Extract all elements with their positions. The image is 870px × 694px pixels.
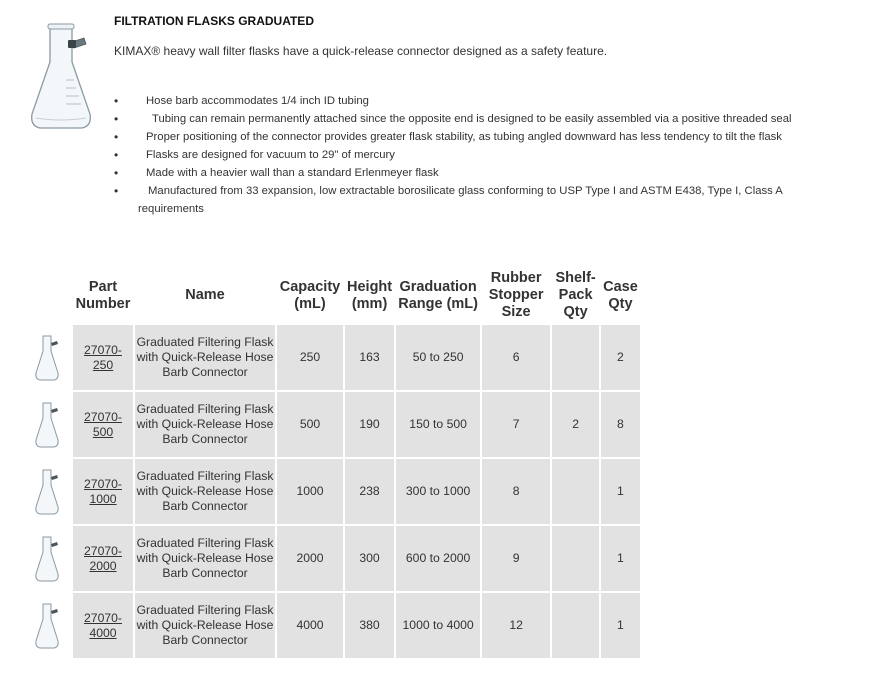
stopper-size-cell: 7 — [482, 392, 550, 457]
part-number-cell — [73, 459, 133, 524]
part-number-cell — [73, 325, 133, 390]
intro-text: KIMAX® heavy wall filter flasks have a quick-release connector designed as a safety feature. — [114, 44, 608, 58]
table-row — [22, 392, 640, 457]
shelf-pack-cell — [552, 459, 599, 524]
shelf-pack-cell — [552, 526, 599, 591]
col-height: Height (mm) — [347, 278, 393, 312]
case-qty-cell: 8 — [601, 392, 640, 457]
case-qty-cell: 1 — [601, 526, 640, 591]
capacity-cell: 250 — [277, 325, 343, 390]
shelf-pack-cell: 2 — [552, 392, 599, 457]
name-cell: Graduated Filtering Flask with Quick-Release Hose Barb Connector — [135, 593, 275, 658]
case-qty-cell: 2 — [601, 325, 640, 390]
name-cell: Graduated Filtering Flask with Quick-Release Hose Barb Connector — [135, 325, 275, 390]
part-number-link[interactable]: 27070-500 — [84, 409, 122, 439]
part-number-cell — [73, 593, 133, 658]
shelf-pack-cell — [552, 593, 599, 658]
stopper-size-cell: 6 — [482, 325, 550, 390]
feature-item: • Proper positioning of the connector provides greater flask stability, as tubing angled downward has less tendency to tilt the flask — [110, 128, 840, 146]
col-graduation-range: Graduation Range (mL) — [398, 278, 478, 312]
row-image[interactable] — [22, 392, 71, 457]
feature-item: • Flasks are designed for vacuum to 29" of mercury — [110, 146, 840, 164]
height-cell: 190 — [345, 392, 394, 457]
graduation-range-cell: 600 to 2000 — [396, 526, 480, 591]
page-title: FILTRATION FLASKS GRADUATED — [114, 14, 314, 28]
feature-item: • Manufactured from 33 expansion, low extractable borosilicate glass conforming to USP Type I and ASTM E438, Type I, Class A requirements — [110, 182, 840, 218]
part-number-cell — [73, 392, 133, 457]
row-image[interactable] — [22, 593, 71, 658]
row-image[interactable] — [22, 526, 71, 591]
col-image — [22, 268, 71, 323]
product-table — [20, 266, 642, 660]
flask-icon — [33, 534, 61, 584]
capacity-cell: 1000 — [277, 459, 343, 524]
name-cell: Graduated Filtering Flask with Quick-Release Hose Barb Connector — [135, 526, 275, 591]
graduation-range-cell: 300 to 1000 — [396, 459, 480, 524]
table-row — [22, 325, 640, 390]
col-case-qty: Case Qty — [603, 278, 638, 312]
col-part-number: Part Number — [75, 278, 131, 312]
col-shelf-pack-qty: Shelf-Pack Qty — [555, 270, 596, 320]
table-header-row — [22, 268, 640, 323]
feature-item: • Hose barb accommodates 1/4 inch ID tubing — [110, 92, 840, 110]
graduation-range-cell: 150 to 500 — [396, 392, 480, 457]
capacity-cell: 500 — [277, 392, 343, 457]
col-stopper-size: Rubber Stopper Size — [488, 270, 544, 320]
part-number-cell — [73, 526, 133, 591]
case-qty-cell: 1 — [601, 459, 640, 524]
table-row — [22, 593, 640, 658]
height-cell: 380 — [345, 593, 394, 658]
flask-icon — [33, 400, 61, 450]
table-row — [22, 459, 640, 524]
feature-item: • Tubing can remain permanently attached since the opposite end is designed to be easily assembled via a positive threaded seal — [110, 110, 840, 128]
flask-icon — [33, 333, 61, 383]
filter-flask-product-image — [28, 22, 94, 134]
capacity-cell: 4000 — [277, 593, 343, 658]
row-image[interactable] — [22, 325, 71, 390]
col-capacity: Capacity (mL) — [279, 278, 341, 312]
table-row — [22, 526, 640, 591]
row-image[interactable] — [22, 459, 71, 524]
part-number-link[interactable]: 27070-2000 — [84, 543, 122, 573]
part-number-link[interactable]: 27070-1000 — [84, 476, 122, 506]
name-cell: Graduated Filtering Flask with Quick-Release Hose Barb Connector — [135, 392, 275, 457]
col-name: Name — [185, 287, 225, 303]
case-qty-cell: 1 — [601, 593, 640, 658]
stopper-size-cell: 9 — [482, 526, 550, 591]
graduation-range-cell: 50 to 250 — [396, 325, 480, 390]
feature-item: • Made with a heavier wall than a standard Erlenmeyer flask — [110, 164, 840, 182]
flask-icon — [33, 467, 61, 517]
stopper-size-cell: 12 — [482, 593, 550, 658]
capacity-cell: 2000 — [277, 526, 343, 591]
feature-list — [110, 92, 840, 218]
name-cell: Graduated Filtering Flask with Quick-Release Hose Barb Connector — [135, 459, 275, 524]
shelf-pack-cell — [552, 325, 599, 390]
height-cell: 163 — [345, 325, 394, 390]
graduation-range-cell: 1000 to 4000 — [396, 593, 480, 658]
flask-icon — [33, 601, 61, 651]
part-number-link[interactable]: 27070-4000 — [84, 610, 122, 640]
height-cell: 300 — [345, 526, 394, 591]
part-number-link[interactable]: 27070-250 — [84, 342, 122, 372]
stopper-size-cell: 8 — [482, 459, 550, 524]
height-cell: 238 — [345, 459, 394, 524]
